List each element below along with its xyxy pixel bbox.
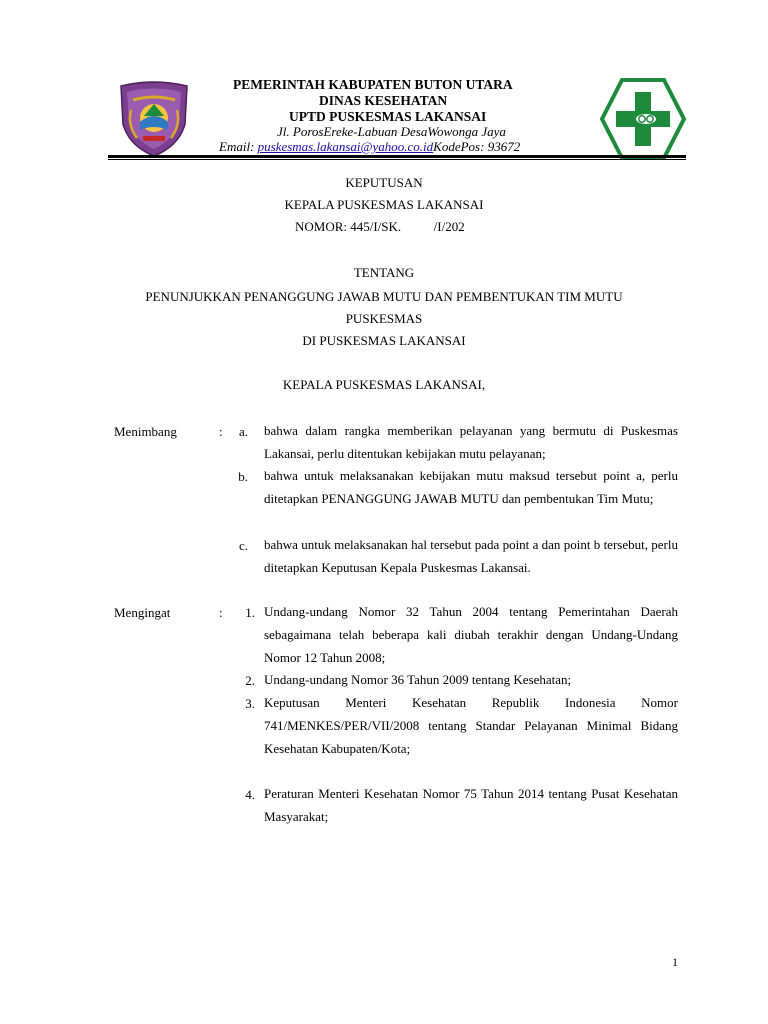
- heading-subject-1: PENUNJUKKAN PENANGGUNG JAWAB MUTU DAN PEMBENTUKAN TIM MUTU: [145, 289, 623, 304]
- menimbang-marker-a: a.: [238, 424, 248, 439]
- page-number: 1: [672, 955, 678, 969]
- menimbang-marker-b: b.: [238, 469, 248, 484]
- heading-subject-2: PUSKESMAS: [345, 311, 423, 326]
- letterhead-address: Jl. PorosEreke-Labuan DesaWowonga Jaya: [277, 124, 506, 139]
- mengingat-label: Mengingat: [114, 605, 171, 620]
- mengingat-colon: :: [219, 605, 223, 620]
- mengingat-marker-3: 3.: [245, 696, 255, 711]
- kabupaten-emblem-icon: [117, 80, 191, 158]
- email-label: Email:: [219, 139, 258, 154]
- heading-keputusan: KEPUTUSAN: [345, 175, 423, 190]
- menimbang-item-b: bahwa untuk melaksanakan kebijakan mutu maksud tersebut point a, perlu ditetapkan PENANGGUNG JAWAB MUTU dan pembentukan Tim Mutu;: [264, 468, 678, 506]
- menimbang-marker-c: c.: [238, 538, 248, 553]
- letterhead-line-3: UPTD PUSKESMAS LAKANSAI: [289, 109, 487, 124]
- heading-tentang: TENTANG: [353, 265, 415, 280]
- letterhead-line-2: DINAS KESEHATAN: [319, 93, 448, 108]
- mengingat-item-3: Keputusan Menteri Kesehatan Republik Indonesia Nomor 741/MENKES/PER/VII/2008 tentang Standar Pelayanan Minimal Bidang Kesehatan Kabupaten/Kota;: [264, 695, 678, 756]
- menimbang-item-a: bahwa dalam rangka memberikan pelayanan yang bermutu di Puskesmas Lakansai, perlu ditentukan kebijakan mutu pelayanan;: [264, 423, 678, 461]
- mengingat-marker-1: 1.: [245, 605, 255, 620]
- menimbang-label: Menimbang: [114, 424, 177, 439]
- letterhead-contact: [219, 139, 520, 155]
- letterhead-rule-thin: [108, 159, 686, 160]
- mengingat-item-2: Undang-undang Nomor 36 Tahun 2009 tentang Kesehatan;: [264, 672, 572, 687]
- menimbang-item-c: bahwa untuk melaksanakan hal tersebut pada point a dan point b tersebut, perlu ditetapkan Keputusan Kepala Puskesmas Lakansai.: [264, 537, 678, 575]
- heading-subject-3: DI PUSKESMAS LAKANSAI: [302, 333, 466, 348]
- postal-code: KodePos: 93672: [433, 139, 521, 154]
- menimbang-colon: :: [219, 424, 223, 439]
- mengingat-marker-2: 2.: [245, 673, 255, 688]
- puskesmas-logo-icon: [600, 78, 686, 160]
- heading-kepala-2: KEPALA PUSKESMAS LAKANSAI,: [282, 377, 486, 392]
- heading-nomor: NOMOR: 445/I/SK. /I/202: [295, 219, 465, 234]
- mengingat-marker-4: 4.: [245, 787, 255, 802]
- email-link[interactable]: puskesmas.lakansai@yahoo.co.id: [257, 139, 434, 154]
- mengingat-item-1: Undang-undang Nomor 32 Tahun 2004 tentang Pemerintahan Daerah sebagaimana telah beberapa kali diubah terakhir dengan Undang-Undang Nomor 12 Tahun 2008;: [264, 604, 678, 665]
- letterhead-line-1: PEMERINTAH KABUPATEN BUTON UTARA: [233, 77, 513, 92]
- mengingat-item-4: Peraturan Menteri Kesehatan Nomor 75 Tahun 2014 tentang Pusat Kesehatan Masyarakat;: [264, 786, 678, 824]
- heading-kepala: KEPALA PUSKESMAS LAKANSAI: [284, 197, 484, 212]
- letterhead-rule-thick: [108, 155, 686, 158]
